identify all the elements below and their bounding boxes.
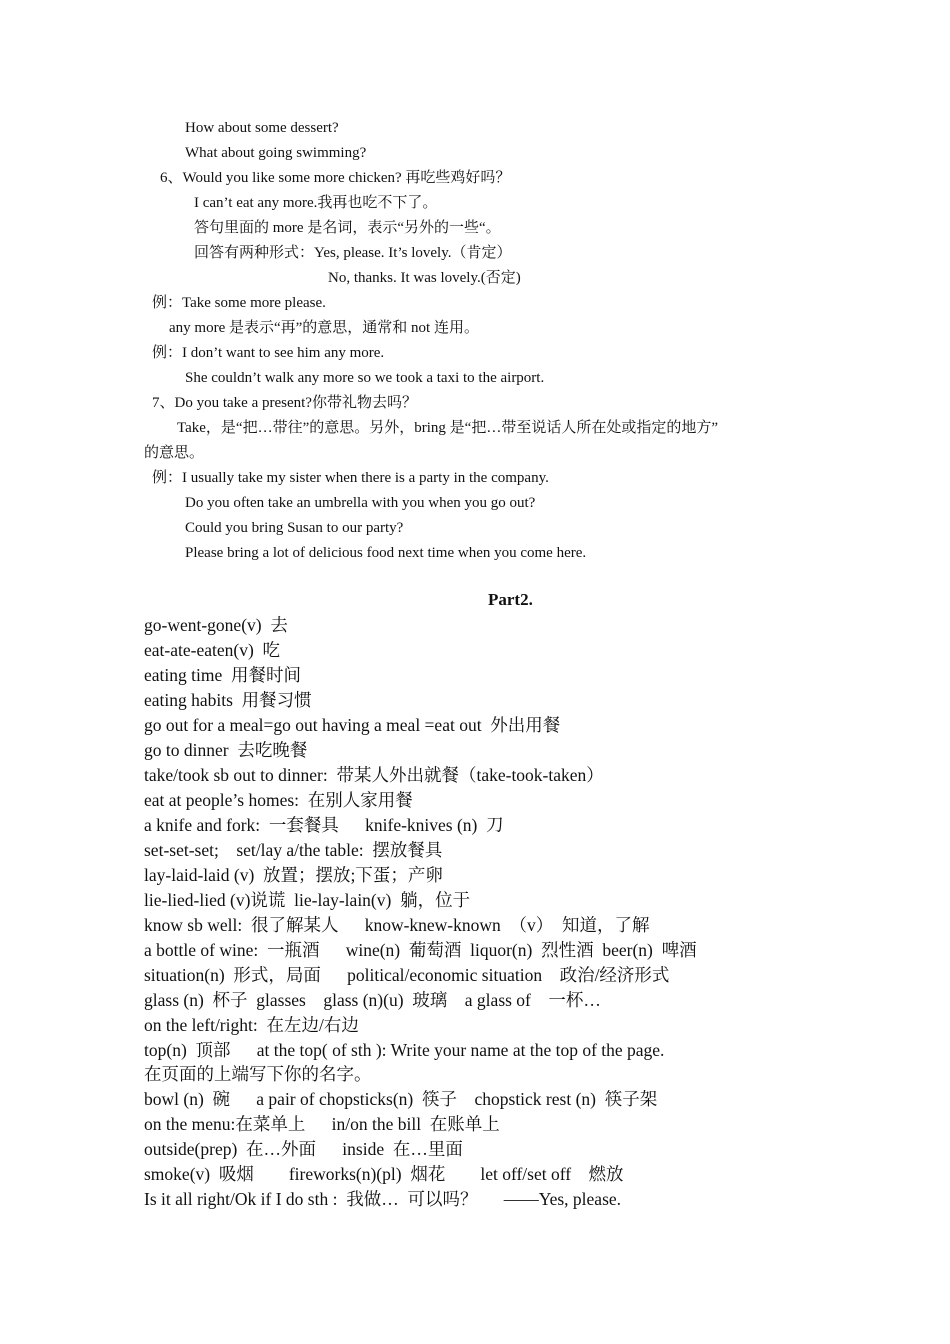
vocab-line: take/took sb out to dinner: 带某人外出就餐（take-took-taken） [144, 765, 604, 785]
text-line: Take，是“把…带往”的意思。另外，bring 是“把…带至说话人所在处或指定的地方” [177, 420, 718, 436]
vocab-line: bowl (n) 碗 a pair of chopsticks(n) 筷子 chopstick rest (n) 筷子架 [144, 1089, 658, 1109]
section-heading: Part2. [488, 590, 533, 609]
vocab-line: outside(prep) 在…外面 inside 在…里面 [144, 1139, 463, 1159]
vocab-line: lie-lied-lied (v)说谎 lie-lay-lain(v) 躺，位于 [144, 890, 471, 910]
vocab-line: eat-ate-eaten(v) 吃 [144, 640, 281, 660]
vocab-line: Is it all right/Ok if I do sth : 我做… 可以吗？ ——Yes, please. [144, 1189, 622, 1209]
vocab-line: top(n) 顶部 at the top( of sth ): Write your name at the top of the page. [144, 1040, 665, 1060]
vocab-line: know sb well: 很了解某人 know-knew-known （v） 知道，了解 [144, 915, 650, 935]
text-line: 的意思。 [144, 445, 205, 461]
text-line: 例：Take some more please. [152, 295, 326, 311]
vocab-line: situation(n) 形式，局面 political/economic situation 政治/经济形式 [144, 965, 670, 985]
text-line: 答句里面的 more 是名词，表示“另外的一些“。 [194, 220, 501, 236]
vocab-line: go-went-gone(v) 去 [144, 615, 288, 635]
text-line: What about going swimming? [185, 145, 367, 161]
vocab-line: smoke(v) 吸烟 fireworks(n)(pl) 烟花 let off/set off 燃放 [144, 1164, 624, 1184]
vocab-line: on the menu:在菜单上 in/on the bill 在账单上 [144, 1114, 500, 1134]
text-line: Please bring a lot of delicious food next time when you come here. [185, 545, 587, 561]
vocab-line: go out for a meal=go out having a meal =eat out 外出用餐 [144, 715, 561, 735]
text-line: How about some dessert? [185, 120, 339, 136]
vocab-line: go to dinner 去吃晚餐 [144, 740, 308, 760]
vocab-line: 在页面的上端写下你的名字。 [144, 1064, 372, 1084]
text-line: 6、Would you like some more chicken? 再吃些鸡好吗？ [160, 170, 511, 186]
vocab-line: on the left/right: 在左边/右边 [144, 1015, 359, 1035]
vocab-line: a knife and fork: 一套餐具 knife-knives (n) 刀 [144, 815, 504, 835]
text-line: She couldn’t walk any more so we took a taxi to the airport. [185, 370, 545, 386]
vocab-line: lay-laid-laid (v) 放置；摆放;下蛋；产卵 [144, 865, 443, 885]
text-line: I can’t eat any more.我再也吃不下了。 [194, 195, 438, 211]
vocab-line: set-set-set; set/lay a/the table: 摆放餐具 [144, 840, 443, 860]
vocab-line: eating habits 用餐习惯 [144, 690, 312, 710]
text-line: 例：I usually take my sister when there is a party in the company. [152, 470, 549, 486]
vocab-line: a bottle of wine: 一瓶酒 wine(n) 葡萄酒 liquor(n) 烈性酒 beer(n) 啤酒 [144, 940, 697, 960]
text-line: 回答有两种形式：Yes, please. It’s lovely.（肯定） [194, 245, 512, 261]
vocab-line: eating time 用餐时间 [144, 665, 301, 685]
text-line: any more 是表示“再”的意思，通常和 not 连用。 [169, 320, 479, 336]
vocab-line: glass (n) 杯子 glasses glass (n)(u) 玻璃 a glass of 一杯… [144, 990, 601, 1010]
text-line: 例：I don’t want to see him any more. [152, 345, 385, 361]
text-line: No, thanks. It was lovely.(否定) [328, 270, 521, 286]
vocab-line: eat at people’s homes: 在别人家用餐 [144, 790, 413, 810]
text-line: Could you bring Susan to our party? [185, 520, 404, 536]
text-line: 7、Do you take a present?你带礼物去吗？ [152, 395, 417, 411]
text-line: Do you often take an umbrella with you when you go out? [185, 495, 536, 511]
